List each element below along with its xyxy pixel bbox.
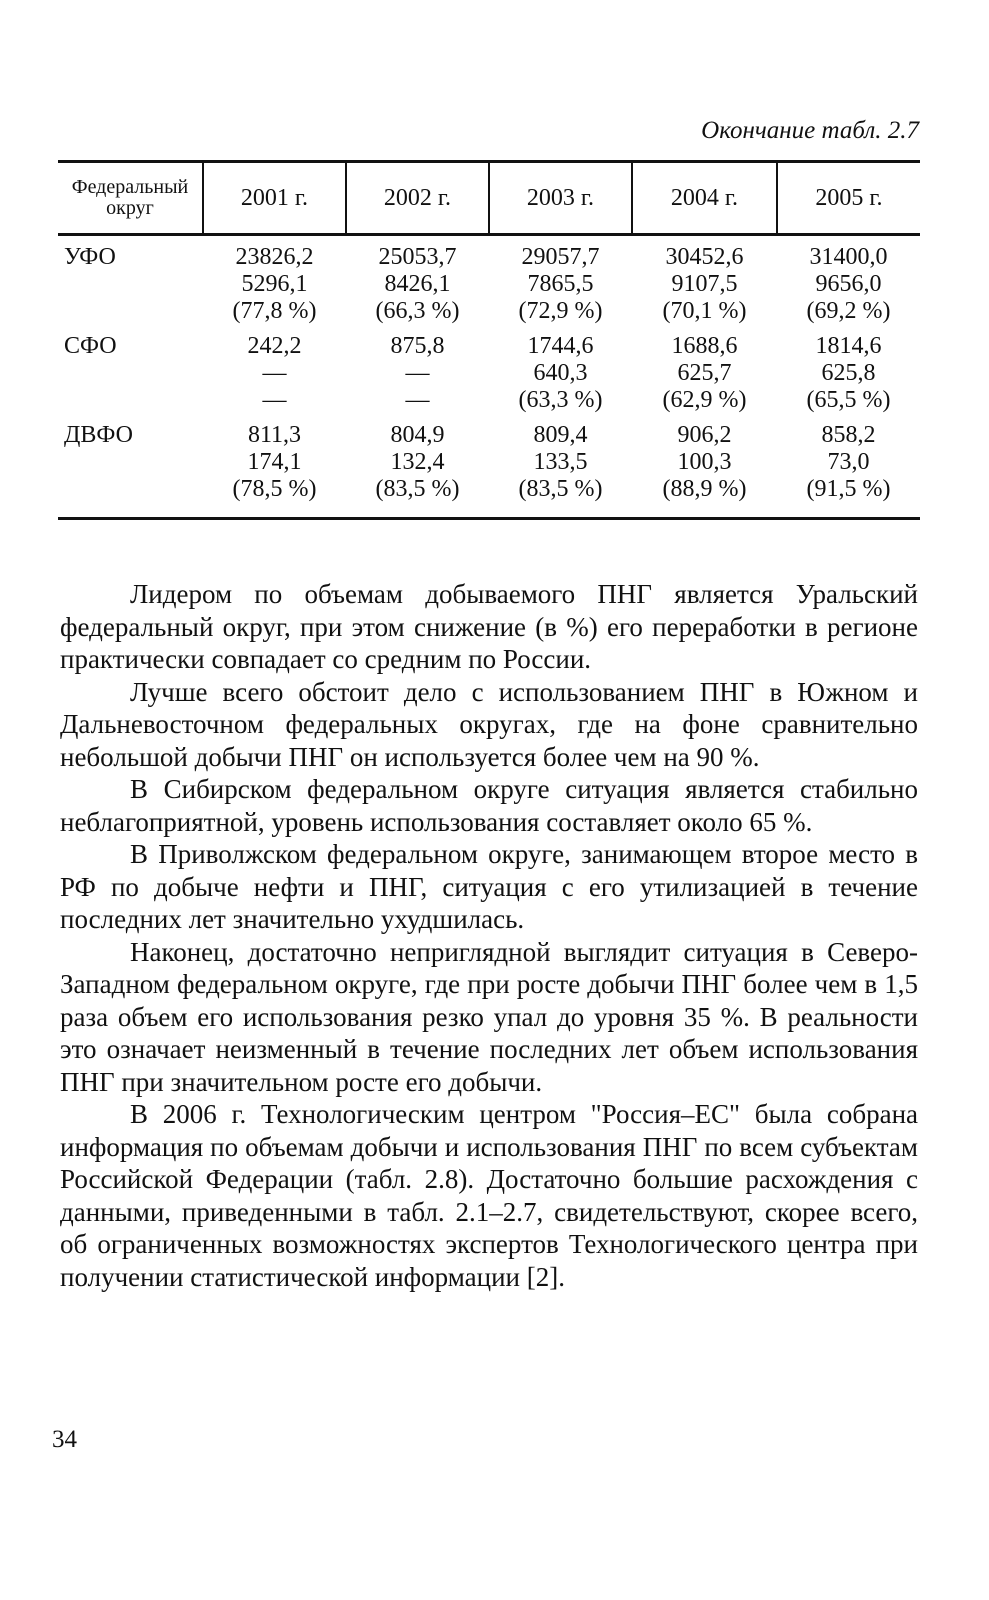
cell-value: 29057,7 xyxy=(521,244,600,270)
cell-value: 625,8 xyxy=(821,360,876,386)
table-cell xyxy=(632,235,777,326)
table-cell xyxy=(632,325,777,414)
cell-value: 625,7 xyxy=(677,360,732,386)
district-name: СФО xyxy=(64,333,117,359)
cell-value: 132,4 xyxy=(390,449,445,475)
cell-value: 809,4 xyxy=(533,422,588,448)
table-cell xyxy=(777,235,920,326)
table-cell xyxy=(203,325,346,414)
cell-value: (78,5 %) xyxy=(232,476,317,502)
paragraph: В 2006 г. Технологическим центром "Россия–ЕС" была собрана информация по объемам добычи и использования ПНГ по всем субъектам Российской Федерации (табл. 2.8). Достаточно большие расхождения с данными, приведенными в табл. 2.1–2.7, свидетельствуют, скорее всего, об ограниченных возможностях экспертов Технологического центра при получении статистической информации [2]. xyxy=(60,1099,918,1292)
table-header-row xyxy=(58,162,920,235)
cell-value: (70,1 %) xyxy=(662,298,747,324)
cell-value: 1744,6 xyxy=(527,333,594,359)
cell-value: 906,2 xyxy=(677,422,732,448)
header-district-line2: округ xyxy=(106,197,154,219)
cell-value: (88,9 %) xyxy=(662,476,747,502)
page-number: 34 xyxy=(52,1426,77,1453)
cell-value: (72,9 %) xyxy=(518,298,603,324)
cell-value: 7865,5 xyxy=(527,271,594,297)
district-name: ДВФО xyxy=(58,414,203,519)
cell-value: 73,0 xyxy=(827,449,870,475)
table-cell xyxy=(632,414,777,519)
table-cell xyxy=(489,325,632,414)
cell-value: 9656,0 xyxy=(815,271,882,297)
cell-value: (83,5 %) xyxy=(375,476,460,502)
data-table xyxy=(58,160,920,520)
cell-value: 25053,7 xyxy=(378,244,457,270)
table-cell xyxy=(203,235,346,326)
cell-value: 8426,1 xyxy=(384,271,451,297)
header-year: 2003 г. xyxy=(489,162,632,235)
cell-value: (65,5 %) xyxy=(806,387,891,413)
cell-value: 30452,6 xyxy=(665,244,744,270)
body-text xyxy=(60,578,918,1293)
table-cell xyxy=(489,235,632,326)
cell-value: 133,5 xyxy=(533,449,588,475)
cell-value: 811,3 xyxy=(247,422,302,448)
table-row xyxy=(58,414,920,519)
cell-value: 9107,5 xyxy=(671,271,738,297)
cell-value: (83,5 %) xyxy=(518,476,603,502)
cell-value: (66,3 %) xyxy=(375,298,460,324)
table-cell xyxy=(777,325,920,414)
header-year: 2004 г. xyxy=(632,162,777,235)
cell-value: (91,5 %) xyxy=(806,476,891,502)
cell-value: — xyxy=(405,387,430,413)
table-cell xyxy=(346,414,489,519)
paragraph: Лучше всего обстоит дело с использованием ПНГ в Южном и Дальневосточном федеральных округах, где на фоне сравнительно небольшой добычи ПНГ он используется более чем на 90 %. xyxy=(60,676,918,772)
paragraph: Лидером по объемам добываемого ПНГ является Уральский федеральный округ, при этом снижение (в %) его переработки в регионе практически совпадает со средним по России. xyxy=(60,579,918,674)
cell-value: (77,8 %) xyxy=(232,298,317,324)
cell-value: 1814,6 xyxy=(815,333,882,359)
table-cell xyxy=(346,235,489,326)
cell-value: 858,2 xyxy=(821,422,876,448)
paragraph: В Приволжском федеральном округе, занимающем второе место в РФ по добыче нефти и ПНГ, ситуация с его утилизацией в течение последних лет значительно ухудшилась. xyxy=(60,839,918,934)
cell-value: 804,9 xyxy=(390,422,445,448)
header-year: 2001 г. xyxy=(203,162,346,235)
cell-value: (63,3 %) xyxy=(518,387,603,413)
cell-value: 23826,2 xyxy=(235,244,314,270)
cell-value: 31400,0 xyxy=(809,244,888,270)
data-table-container xyxy=(58,160,920,520)
paragraph: Наконец, достаточно неприглядной выглядит ситуация в Северо-Западном федеральном округе, где при росте добычи ПНГ более чем в 1,5 раза объем его использования резко упал до уровня 35 %. В реальности это означает неизменный в течение последних лет объем использования ПНГ при значительном росте его добычи. xyxy=(60,936,918,1097)
table-cell xyxy=(777,414,920,519)
cell-value: — xyxy=(262,360,287,386)
header-district-line1: Федеральный xyxy=(71,176,189,198)
cell-value: 174,1 xyxy=(247,449,302,475)
cell-value: 640,3 xyxy=(533,360,588,386)
cell-value: 1688,6 xyxy=(671,333,738,359)
table-caption: Окончание табл. 2.7 xyxy=(701,117,919,144)
cell-value: 100,3 xyxy=(677,449,732,475)
table-row xyxy=(58,235,920,326)
cell-value: — xyxy=(262,387,287,413)
header-district xyxy=(58,162,203,235)
district-name: УФО xyxy=(64,244,116,270)
table-body xyxy=(58,235,920,519)
cell-value: (69,2 %) xyxy=(806,298,891,324)
table-cell xyxy=(489,414,632,519)
table-row xyxy=(58,325,920,414)
cell-value: 875,8 xyxy=(390,333,445,359)
paragraph: В Сибирском федеральном округе ситуация является стабильно неблагоприятной, уровень использования составляет около 65 %. xyxy=(60,774,918,837)
cell-value: 5296,1 xyxy=(241,271,308,297)
table-cell xyxy=(203,414,346,519)
cell-value: (62,9 %) xyxy=(662,387,747,413)
cell-value: — xyxy=(405,360,430,386)
header-year: 2005 г. xyxy=(777,162,920,235)
table-cell xyxy=(346,325,489,414)
cell-value: 242,2 xyxy=(247,333,302,359)
header-year: 2002 г. xyxy=(346,162,489,235)
